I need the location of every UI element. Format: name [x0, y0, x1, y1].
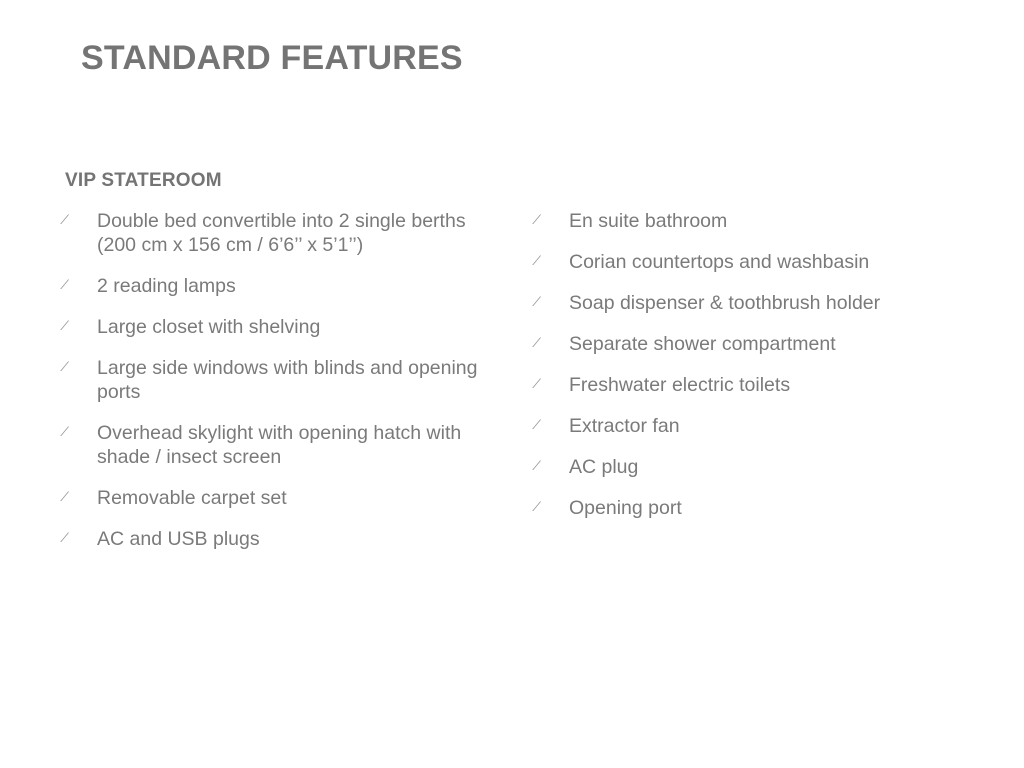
list-item — [62, 486, 502, 510]
list-item — [62, 315, 502, 339]
section-heading: VIP STATEROOM — [65, 170, 222, 191]
list-item — [62, 421, 502, 469]
list-item — [534, 455, 974, 479]
list-item — [534, 496, 974, 520]
feature-list-right — [534, 209, 974, 537]
list-item-text: Removable carpet set — [97, 487, 287, 509]
list-item-text: Overhead skylight with opening hatch with shade / insect screen — [97, 422, 462, 468]
slash-bullet-icon: ⁄ — [536, 293, 539, 309]
slash-bullet-icon: ⁄ — [536, 498, 539, 514]
slash-bullet-icon: ⁄ — [64, 317, 67, 333]
slash-bullet-icon: ⁄ — [64, 529, 67, 545]
list-item-text: AC and USB plugs — [97, 528, 260, 550]
list-item-text: Freshwater electric toilets — [569, 374, 791, 396]
list-item-text: Extractor fan — [569, 415, 680, 437]
slash-bullet-icon: ⁄ — [536, 416, 539, 432]
list-item — [534, 250, 974, 274]
list-item-text: Double bed convertible into 2 single berths (200 cm x 156 cm / 6’6’’ x 5’1’’) — [97, 210, 466, 256]
slash-bullet-icon: ⁄ — [64, 488, 67, 504]
list-item-text: 2 reading lamps — [97, 275, 236, 297]
list-item-text: Corian countertops and washbasin — [569, 251, 870, 273]
slash-bullet-icon: ⁄ — [536, 375, 539, 391]
list-item — [534, 291, 974, 315]
feature-list-left — [62, 209, 502, 568]
slash-bullet-icon: ⁄ — [64, 211, 67, 227]
list-item — [534, 209, 974, 233]
list-item-text: Soap dispenser & toothbrush holder — [569, 292, 881, 314]
slash-bullet-icon: ⁄ — [64, 276, 67, 292]
list-item-text: Separate shower compartment — [569, 333, 836, 355]
list-item — [62, 527, 502, 551]
slash-bullet-icon: ⁄ — [64, 423, 67, 439]
list-item — [62, 274, 502, 298]
list-item-text: En suite bathroom — [569, 210, 728, 232]
list-item — [534, 414, 974, 438]
list-item — [62, 209, 502, 257]
list-item-text: Large side windows with blinds and opening ports — [97, 357, 478, 403]
slash-bullet-icon: ⁄ — [536, 334, 539, 350]
list-item-text: Opening port — [569, 497, 682, 519]
list-item — [62, 356, 502, 404]
page-title: STANDARD FEATURES — [81, 39, 463, 77]
list-item-text: Large closet with shelving — [97, 316, 321, 338]
list-item — [534, 373, 974, 397]
list-item-text: AC plug — [569, 456, 639, 478]
slash-bullet-icon: ⁄ — [64, 358, 67, 374]
slash-bullet-icon: ⁄ — [536, 211, 539, 227]
slash-bullet-icon: ⁄ — [536, 252, 539, 268]
list-item — [534, 332, 974, 356]
slash-bullet-icon: ⁄ — [536, 457, 539, 473]
